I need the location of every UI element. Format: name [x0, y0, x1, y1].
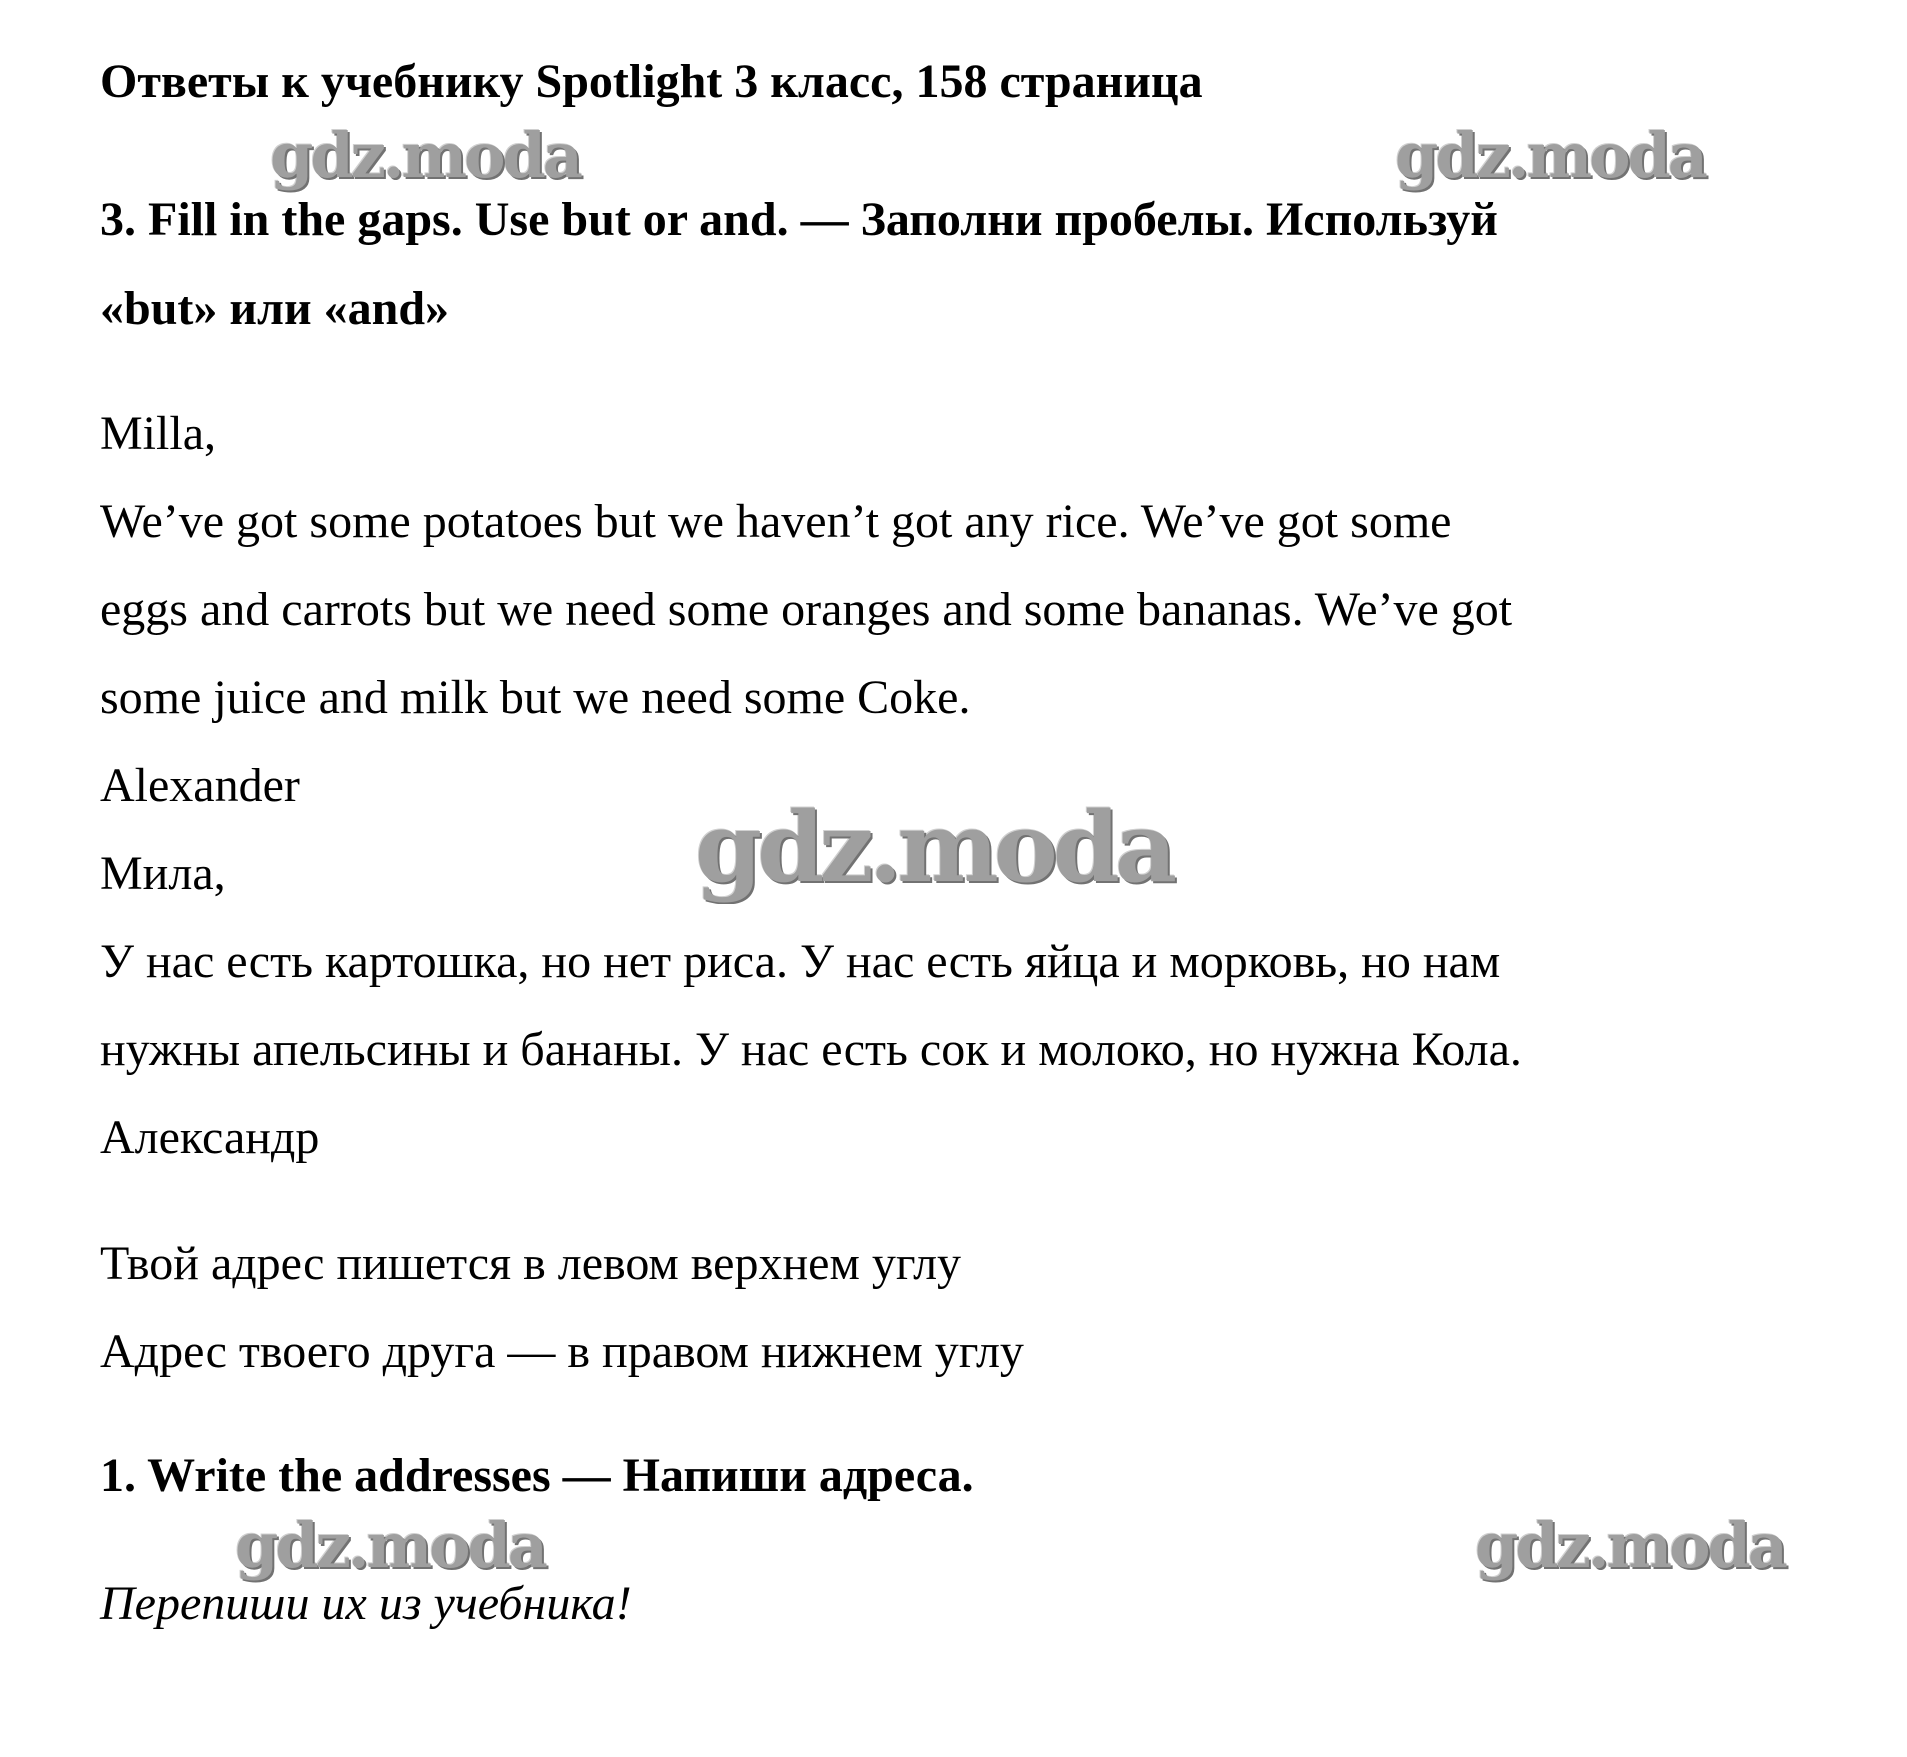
russian-body-line-1: У нас есть картошка, но нет риса. У нас есть яйца и морковь, но нам: [100, 935, 1501, 988]
watermark-top-right: gdz.moda: [1395, 119, 1705, 192]
page-title: Ответы к учебнику Spotlight 3 класс, 158 страница: [100, 55, 1203, 108]
english-body-line-2: eggs and carrots but we need some oranges and some bananas. We’ve got: [100, 583, 1513, 636]
exercise-1-heading: 1. Write the addresses — Напиши адреса.: [100, 1449, 974, 1502]
russian-greeting: Мила,: [100, 847, 226, 900]
watermark-center: gdz.moda: [695, 791, 1173, 904]
exercise-3-heading-line-2: «but» или «and»: [100, 282, 450, 335]
russian-body-line-2: нужны апельсины и бананы. У нас есть сок и молоко, но нужна Кола.: [100, 1023, 1522, 1076]
exercise-3-heading-line-1: 3. Fill in the gaps. Use but or and. — Заполни пробелы. Используй: [100, 193, 1498, 246]
note-line-1: Твой адрес пишется в левом верхнем углу: [100, 1237, 962, 1290]
exercise-1-instruction: Перепиши их из учебника!: [100, 1577, 632, 1630]
watermark-top-left: gdz.moda: [270, 119, 580, 192]
english-body-line-3: some juice and milk but we need some Coke.: [100, 671, 971, 724]
watermark-bottom-left: gdz.moda: [235, 1509, 545, 1582]
english-greeting: Milla,: [100, 407, 216, 460]
russian-signature: Александр: [100, 1111, 320, 1164]
english-body-line-1: We’ve got some potatoes but we haven’t got any rice. We’ve got some: [100, 495, 1452, 548]
watermark-bottom-right: gdz.moda: [1475, 1509, 1785, 1582]
english-signature: Alexander: [100, 759, 300, 812]
note-line-2: Адрес твоего друга — в правом нижнем углу: [100, 1325, 1024, 1378]
